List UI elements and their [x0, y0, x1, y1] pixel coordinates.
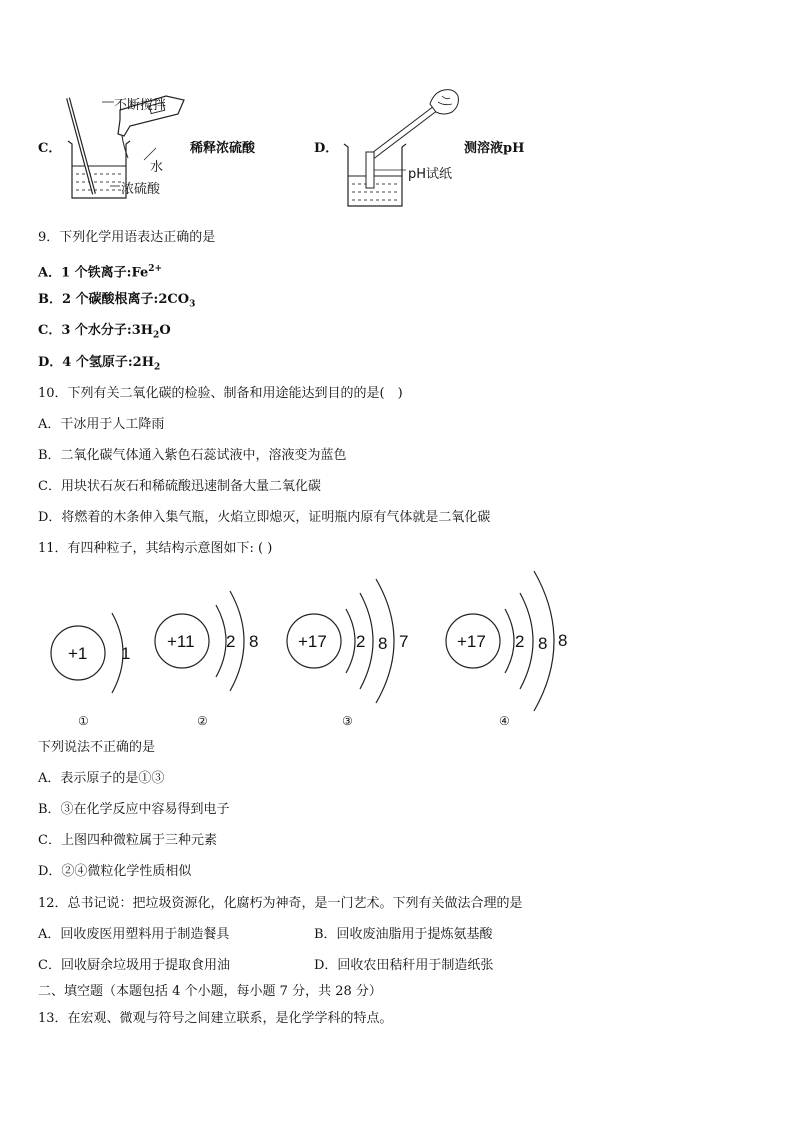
q11-stem: 11．有四种粒子，其结构示意图如下: ( )	[38, 541, 273, 556]
shell-3-1	[346, 609, 355, 673]
atom-2-shell-2: 8	[249, 632, 259, 651]
q12-option-d: D．回收农田秸秆用于制造纸张	[314, 958, 494, 973]
q9-option-d: D．4 个氢原子$:2H_2$	[38, 355, 161, 373]
atom-3-nucleus: +17	[298, 632, 327, 651]
hand-icon	[430, 90, 458, 114]
q11-option-c: C．上图四种微粒属于三种元素	[38, 833, 217, 848]
tweezers	[368, 106, 438, 160]
atom-4-shell-2: 8	[538, 634, 548, 653]
atom-1-shell-1: 1	[121, 644, 131, 663]
q11-option-a: A．表示原子的是①③	[38, 771, 165, 786]
q11-option-d: D．②④微粒化学性质相似	[38, 864, 192, 879]
q10-option-a: A．干冰用于人工降雨	[38, 417, 165, 432]
shell-2-1	[216, 605, 226, 677]
ph-test-diagram	[338, 86, 468, 210]
q12-option-b: B．回收废油脂用于提炼氨基酸	[314, 927, 493, 942]
q9-stem: 9．下列化学用语表达正确的是	[38, 230, 216, 245]
atom-2-shell-1: 2	[226, 632, 236, 651]
q10-option-b: B．二氧化碳气体通入紫色石蕊试液中，溶液变为蓝色	[38, 448, 347, 463]
q10-stem: 10．下列有关二氧化碳的检验、制备和用途能达到目的的是( )	[38, 386, 403, 401]
atom-3-shell-3: 7	[399, 632, 409, 651]
atom-1-nucleus: +1	[68, 644, 88, 663]
atom-4-nucleus: +17	[457, 632, 486, 651]
q9-option-b: B．2 个碳酸根离子$:2CO_3$	[38, 292, 196, 310]
option-c-label: C．	[38, 141, 62, 156]
q12-stem: 12．总书记说：把垃圾资源化，化腐朽为神奇，是一门艺术。下列有关做法合理的是	[38, 896, 523, 911]
water-label: 水	[150, 160, 164, 175]
acid-label: 浓硫酸	[121, 182, 161, 197]
shell-4-1	[505, 609, 514, 673]
ph-paper	[366, 152, 374, 188]
atom-2-label: ②	[197, 714, 208, 728]
stir-label: 不断搅拌	[114, 98, 167, 113]
atom-3-shell-1: 2	[356, 632, 366, 651]
q10-option-d: D．将燃着的木条伸入集气瓶，火焰立即熄灭，证明瓶内原有气体就是二氧化碳	[38, 510, 491, 525]
q9-option-a: A．1 个铁离子$:Fe^{2+}$	[38, 264, 163, 281]
q13-stem: 13．在宏观、微观与符号之间建立联系，是化学学科的特点。	[38, 1011, 393, 1026]
atom-3-label: ③	[342, 714, 353, 728]
atom-2-nucleus: +11	[167, 632, 195, 651]
option-c-caption: 稀释浓硫酸	[190, 141, 256, 156]
atom-4-label: ④	[499, 714, 510, 728]
atom-3-shell-2: 8	[378, 634, 388, 653]
atom-1-label: ①	[78, 714, 89, 728]
atom-4-shell-1: 2	[515, 632, 525, 651]
option-d-label: D．	[314, 141, 339, 156]
q11-option-b: B．③在化学反应中容易得到电子	[38, 802, 230, 817]
option-d-caption: 测溶液pH	[464, 141, 525, 156]
section-2-title: 二、填空题（本题包括 4 个小题，每小题 7 分，共 28 分）	[38, 984, 382, 999]
q10-option-c: C．用块状石灰石和稀硫酸迅速制备大量二氧化碳	[38, 479, 321, 494]
atom-4-shell-3: 8	[558, 631, 568, 650]
q12-option-c: C．回收厨余垃圾用于提取食用油	[38, 958, 230, 973]
q12-option-a: A．回收废医用塑料用于制造餐具	[38, 927, 230, 942]
q11-sub-stem: 下列说法不正确的是	[38, 740, 156, 755]
ph-paper-label: pH试纸	[408, 167, 453, 182]
q9-option-c: C．3 个水分子$:3H_2O$	[38, 323, 171, 341]
